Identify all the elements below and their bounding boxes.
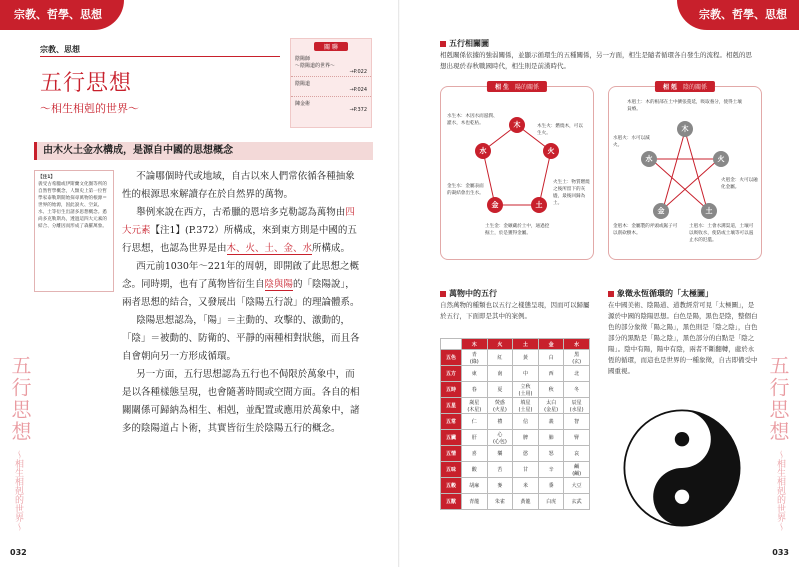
row-header: 五星 [441,398,462,414]
body-text-span: 【注1】(P.372）所構成，來到東方則是中國的五行思想，也認為世界是由 [122,225,357,254]
table-cell: 青 (綠) [462,350,488,366]
table-cell: 苦 [487,462,513,478]
table-cell: 秋 [538,382,564,398]
table-cell: 樂 [487,446,513,462]
table-cell: 紅 [487,350,513,366]
node-fire: 火 [713,151,729,167]
related-item[interactable] [291,97,371,116]
table-cell: 智 [564,414,590,430]
body-text-span: 舉例來說在西方，古希臘的恩培多克勒認為萬物由 [136,207,346,218]
body-paragraph: 另一方面，五行思想認為五行也不侷限於萬象中，而是以各種樣態呈現，也會隨著時間或空間方面。各自的相關關係可歸納為相生、相剋，並配置或應用於萬象中，諸多的陰陽道占卜術，其實皆衍生於陰陽五行的概念。 [122,369,360,434]
five-elements-table-body [441,339,590,510]
table-cell: 太白 (金星) [538,398,564,414]
related-box [290,38,372,128]
sheng-title-text: 相 生 [494,84,510,91]
table-cell: 信 [513,414,539,430]
node-fire: 火 [543,143,559,159]
chapter-tab-left: 宗教、哲學、思想 [0,0,124,30]
five-elements-highlight: 木、火、土、金、水 [226,243,313,254]
page-number: 033 [772,548,789,557]
section-title [608,288,713,299]
section-text: 在中國美術、陰陽道、道教經常可見「太極圖」，是源於中國的陰陽思想。白色是陽，黑色是陰，整個白色的部分象徵「陽之陽」，黑色則是「陰之陰」，白色部分的黑點是「陽之陰」，黑色部分的白點是「陰之陽」。陰中有陽，陽中有陰，兩者不斷翻轉，處於永恆的循環，而這也是世界的一種象徵，自古即備受中國重視。 [608,301,758,375]
table-cell: 南 [487,366,513,382]
table-cell: 甘 [513,462,539,478]
ke-title-text: 相 剋 [662,84,678,91]
table-cell: 大豆 [564,478,590,494]
node-water: 水 [475,143,491,159]
table-cell: 禮 [487,414,513,430]
table-cell: 慾 [513,446,539,462]
vertical-subtitle: 〜相生相剋的世界〜 [13,450,23,531]
section-title [440,38,489,49]
table-header-row [441,339,590,350]
table-cell: 冬 [564,382,590,398]
yin-yang-highlight: 陰與陽 [264,279,294,290]
table-cell: 怒 [538,446,564,462]
section-text: 自然萬物的種類也以五行之樣態呈現，因而可以歸屬於五行，下面即是其中的案例。 [440,301,590,320]
section-heading: 由木火土金水構成，是源自中國的思想概念 [34,142,373,160]
vertical-title: 五行思想 [8,355,32,443]
note-label: 【注1】 [38,175,55,180]
node-earth: 土 [701,203,717,219]
ke-diagram [608,86,762,260]
vertical-title: 五行思想 [766,355,790,443]
table-cell: 夏 [487,382,513,398]
table-cell: 胡麻 [462,478,488,494]
table-cell: 辰星 (水星) [564,398,590,414]
table-cell: 黑 (玄) [564,350,590,366]
chapter-tab-right: 宗教、哲學、思想 [677,0,799,30]
table-cell: 脾 [513,430,539,446]
related-item-label: 陰陽師 〜陰陽道的世界〜 [295,56,336,69]
sheng-note: 火生土：物質燃燒之後所留下的灰燼，最後回歸為土。 [553,180,590,206]
row-header: 五常 [441,414,462,430]
node-metal: 金 [487,197,503,213]
ke-note: 土剋水：土會水溝渠道，土壤可以吸收水，使防或土壤等可以遏止水的氾濫。 [689,224,754,243]
four-elements-link[interactable]: 四大元素 [122,207,355,236]
row-header: 五穀 [441,478,462,494]
body-paragraph [122,204,360,258]
related-title: 關 聯 [314,42,348,51]
table-cell: 北 [564,366,590,382]
table-header [441,339,462,350]
sheng-note: 木生火：燃燒木，可以生火。 [537,124,583,136]
related-item-page: →P.372 [349,107,367,113]
row-header: 五色 [441,350,462,366]
table-row [441,366,590,382]
table-cell: 黃 [513,350,539,366]
note-text: 義受古希臘或伊斯蘭文化圈等所的自然哲學概念，人類史上第一位哲學家泰勒斯開始探尋萬物的根源＝世界的始源，因此說火、空氣、水、土等衍生出諸多思想概念。悉尚多克勒斯為，透過這四大元素的結合、分離因而形成了森羅萬象。 [38,182,107,229]
table-header: 金 [538,339,564,350]
node-wood: 木 [677,121,693,137]
table-row [441,494,590,510]
ke-note: 水剋火：水可以滅火。 [613,136,650,148]
table-cell: 義 [538,414,564,430]
category-label: 宗教、思想 [40,45,80,54]
taiji-icon [622,408,742,528]
table-row [441,350,590,366]
table-cell: 立秋 (土用) [513,382,539,398]
table-header: 火 [487,339,513,350]
table-cell: 朱雀 [487,494,513,510]
table-cell: 心 (心包) [487,430,513,446]
row-header: 五方 [441,366,462,382]
related-item[interactable] [291,54,371,77]
body-paragraph: 陰陽思想認為，「陽」＝主動的、攻擊的、激動的，「陰」＝被動的、防衛的、平靜的兩種相對狀態，而且各自會朝向另一方形成循環。 [122,315,360,362]
right-page [400,0,799,567]
square-bullet-icon [440,291,446,297]
table-cell: 東 [462,366,488,382]
table-cell: 腎 [564,430,590,446]
sheng-note: 土生金：金礦藏於土中，通過挖掘土，於是獲得金屬。 [485,224,550,236]
table-row [441,446,590,462]
body-paragraph: 不論哪個時代或地域，自古以來人們常依循各種抽象性的根源思來解讀存在於自然界的萬物。 [122,171,355,200]
table-cell: 麥 [487,478,513,494]
square-bullet-icon [440,41,446,47]
table-cell: 辛 [538,462,564,478]
row-header: 五時 [441,382,462,398]
ke-subtitle: 陰的關係 [683,84,708,91]
related-item[interactable] [291,77,371,97]
table-cell: 鹹 (鹹) [564,462,590,478]
body-text-span: 西元前1030年～221年的周朝，即開啟了此思想之概念。同時期，也有了萬物皆衍生自 [122,261,360,290]
page-subtitle: 〜相生相剋的世界〜 [40,102,139,115]
ke-note: 金剋木：金屬製的斧頭或鋸子可以削砍樹木。 [613,224,678,236]
table-cell: 歲星 (木星) [462,398,488,414]
table-cell: 肺 [538,430,564,446]
related-item-label: 陳金術 [295,101,311,107]
table-cell: 白 [538,350,564,366]
table-row [441,478,590,494]
related-item-label: 陰陽道 [295,81,311,87]
left-page [0,0,399,567]
row-header: 五味 [441,462,462,478]
table-row [441,414,590,430]
body-paragraph [122,258,360,312]
table-cell: 米 [513,478,539,494]
ke-note: 火剋金：火可以融化金屬。 [721,178,758,190]
body-text [122,168,360,438]
table-cell: 仁 [462,414,488,430]
table-cell: 白虎 [538,494,564,510]
body-text-span: 的「陰陽說」，兩者思想的結合，又發展出「陰陽五行說」的理論體系。 [122,279,360,308]
page-number: 032 [10,548,27,557]
row-header: 五獸 [441,494,462,510]
note-box [34,170,114,292]
row-header: 五臟 [441,430,462,446]
table-cell: 玄武 [564,494,590,510]
related-item-page: →P.024 [349,87,367,93]
body-text-span: 所構成。 [312,243,351,254]
node-wood: 木 [509,117,525,133]
table-row [441,398,590,414]
table-cell: 哀 [564,446,590,462]
table-row [441,462,590,478]
table-cell: 酸 [462,462,488,478]
ke-note: 木剋土：木的根部在土中擴張蔓延，吸取養分，使得土壤貧瘠。 [627,100,742,112]
table-cell: 中 [513,366,539,382]
table-cell: 熒惑 (火星) [487,398,513,414]
table-cell: 西 [538,366,564,382]
node-metal: 金 [653,203,669,219]
sheng-diagram [440,86,594,260]
square-bullet-icon [608,291,614,297]
table-header: 土 [513,339,539,350]
node-earth: 土 [531,197,547,213]
five-elements-table [440,338,590,510]
section-title [440,288,497,299]
table-cell: 青龍 [462,494,488,510]
category-rule [40,56,280,57]
section-title-text: 萬物中的五行 [449,289,497,298]
row-header: 五情 [441,446,462,462]
sheng-note: 金生水：金屬表面的凝結會出生水。 [447,184,484,196]
page-title: 五行思想 [40,71,133,96]
table-cell: 黃龍 [513,494,539,510]
sheng-subtitle: 陽的關係 [515,84,540,91]
table-header: 水 [564,339,590,350]
section-title-text: 象徵永恆循環的「太極圖」 [617,289,713,298]
vertical-subtitle: 〜相生相剋的世界〜 [775,450,785,531]
table-cell: 春 [462,382,488,398]
table-row [441,430,590,446]
table-cell: 填星 (土星) [513,398,539,414]
table-cell: 肝 [462,430,488,446]
related-item-page: →P.022 [349,69,367,75]
table-cell: 黍 [538,478,564,494]
section-title-text: 五行相關圖 [449,39,489,48]
node-water: 水 [641,151,657,167]
sheng-note: 水生木：木因水而滋潤、灌水，木也乾枯。 [447,114,498,126]
table-header: 木 [462,339,488,350]
table-row [441,382,590,398]
section-text: 相剋關係依據的強弱關係，並顯示循環生的五種關係，另一方面，相生是隨者循環各自發生的流程。相剋的思想出現於春秋戰國時代，相生則是前漢時代。 [440,51,752,70]
table-cell: 喜 [462,446,488,462]
